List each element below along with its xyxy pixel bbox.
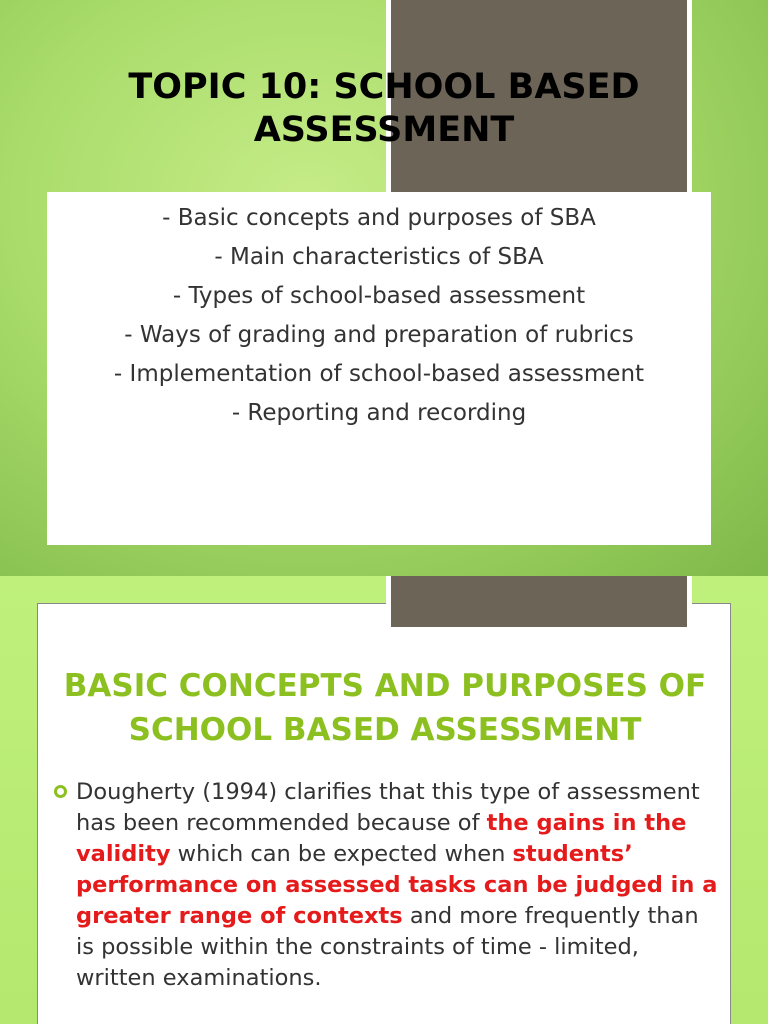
text-segment: Dougherty (1994) clarifies that this type of assessment has been recommended because of [76,779,700,836]
slide-1-title [40,66,728,152]
topic-item: - Ways of grading and preparation of rubrics [124,322,634,348]
slide-2-title [38,664,732,752]
topic-item: - Main characteristics of SBA [214,244,544,270]
circle-bullet-icon [54,785,67,798]
slide-2 [0,576,768,1024]
title-line-2: ASSESSMENT [253,110,515,150]
topic-item: - Basic concepts and purposes of SBA [162,205,596,231]
title-line-1: TOPIC 10: SCHOOL BASED [128,67,640,107]
title-line-2: SCHOOL BASED ASSESSMENT [128,712,642,748]
bullet-item [52,777,722,994]
highlight-performance: students’ performance on assessed tasks can be judged in a greater range of contexts [76,841,718,929]
bullet-text [76,777,722,994]
text-segment: and more frequently than is possible within the constraints of time - limited, written examinations. [76,903,699,991]
decorative-bar [386,576,692,632]
topics-box [47,192,711,545]
topic-list [47,192,711,433]
text-segment: which can be expected when [170,841,513,867]
topic-item: - Implementation of school-based assessment [113,361,645,387]
title-line-1: BASIC CONCEPTS AND PURPOSES OF [63,668,707,704]
highlight-validity: the gains in the validity [76,810,687,867]
content-panel [37,603,731,1024]
topic-item: - Reporting and recording [231,400,527,426]
topic-item: - Types of school-based assessment [172,283,586,309]
